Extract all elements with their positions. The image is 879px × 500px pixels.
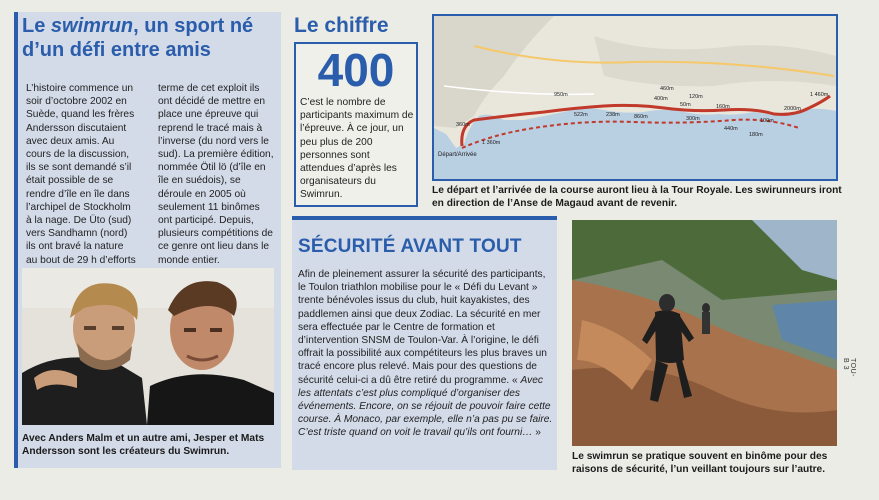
figure-text: C’est le nombre de participants maximum de l’épreuve. À ce jour, un peu plus de 200 personnes sont attendues d’après les organisateurs du Swimrun. xyxy=(300,97,414,201)
map-label-start: Départ/Arrivée xyxy=(438,152,477,158)
map-distance-label: 360m xyxy=(456,122,470,128)
course-map-image xyxy=(434,16,836,179)
runner-caption: Le swimrun se pratique souvent en binôme pour des raisons de sécurité, l’un veillant toujours sur l’autre. xyxy=(572,451,828,475)
figure-number: 400 xyxy=(317,44,395,96)
map-distance-label: 180m xyxy=(749,132,763,138)
article-title: Le swimrun, un sport né d’un défi entre amis xyxy=(22,15,254,61)
founders-photo xyxy=(22,268,274,425)
map-distance-label: 238m xyxy=(606,112,620,118)
founders-caption: Avec Anders Malm et un autre ami, Jesper et Mats Andersson sont les créateurs du Swimrun. xyxy=(22,433,265,457)
security-text: Afin de pleinement assurer la sécurité des participants, le Toulon triathlon mobilise pour le « Défi du Levant » trente bénévoles issus du club, huit kayakistes, des paddlemen ainsi que deux Zodiac. La sécurité en mer sera effectuée par le Centre de formation et d’intervention SNSM de Toulon-Var. À l’origine, le défi offrait la possibilité aux compétiteurs les plus braves un tracé encore plus relevé. Mais pour des questions de sécurité celui-ci a dû être retiré du programme. « Avec les attentats c’est plus compliqué d’organiser des événements. Encore, on se réjouit de pouvoir faire cette course. À Monaco, par exemple, elle n’a pas pu se faire. C’est triste quand on voit le travail qu’ils ont fourni… » xyxy=(298,269,553,439)
map-distance-label: 460m xyxy=(660,86,674,92)
map-distance-label: 522m xyxy=(574,112,588,118)
map-distance-label: 860m xyxy=(634,114,648,120)
security-title: SÉCURITÉ AVANT TOUT xyxy=(298,236,522,257)
map-distance-label: 950m xyxy=(554,92,568,98)
runner-photo-image xyxy=(572,220,837,446)
map-distance-label: 400m xyxy=(654,96,668,102)
course-map xyxy=(432,14,838,181)
page-code: TOU-B 3 xyxy=(842,358,856,377)
map-distance-label: 1 360m xyxy=(482,140,501,146)
map-distance-label: 120m xyxy=(689,94,703,100)
founders-photo-image xyxy=(22,268,274,425)
map-distance-label: 300m xyxy=(686,116,700,122)
map-distance-label: 160m xyxy=(716,104,730,110)
map-caption: Le départ et l’arrivée de la course auront lieu à la Tour Royale. Les swirunneurs iront en direction de l’Anse de Magaud avant de revenir. xyxy=(432,185,842,209)
runner-photo xyxy=(572,220,837,446)
map-distance-label: 2000m xyxy=(784,106,801,112)
map-distance-label: 100m xyxy=(760,118,774,124)
map-distance-label: 50m xyxy=(680,102,691,108)
article-column-1: L’histoire commence un soir d’octobre 2002 en Suède, quand les frères Andersson discutaient avec deux amis. Au cours de la discussion, ils se sont demandé s’il était possible de se rendre d’île en île dans l’archipel de Stockholm à la nage. De Üto (sud) vers Sandhamn (nord) ils ont bravé la nature au bout de 29 h d’efforts xyxy=(26,83,136,266)
map-distance-label: 1 460m xyxy=(810,92,829,98)
figure-heading: Le chiffre xyxy=(294,14,389,37)
article-column-2: terme de cet exploit ils ont décidé de mettre en place une épreuve qui reprend le tracé mais à l’inverse (du nord vers le sud). La première édition, nommée Ötil lö (d’île en île en suédois), se déroule en 2005 où seulement 11 binômes ont participé. Depuis, plusieurs compétitions de ce genre ont lieu dans le monde entier. xyxy=(158,83,274,266)
map-distance-label: 440m xyxy=(724,126,738,132)
